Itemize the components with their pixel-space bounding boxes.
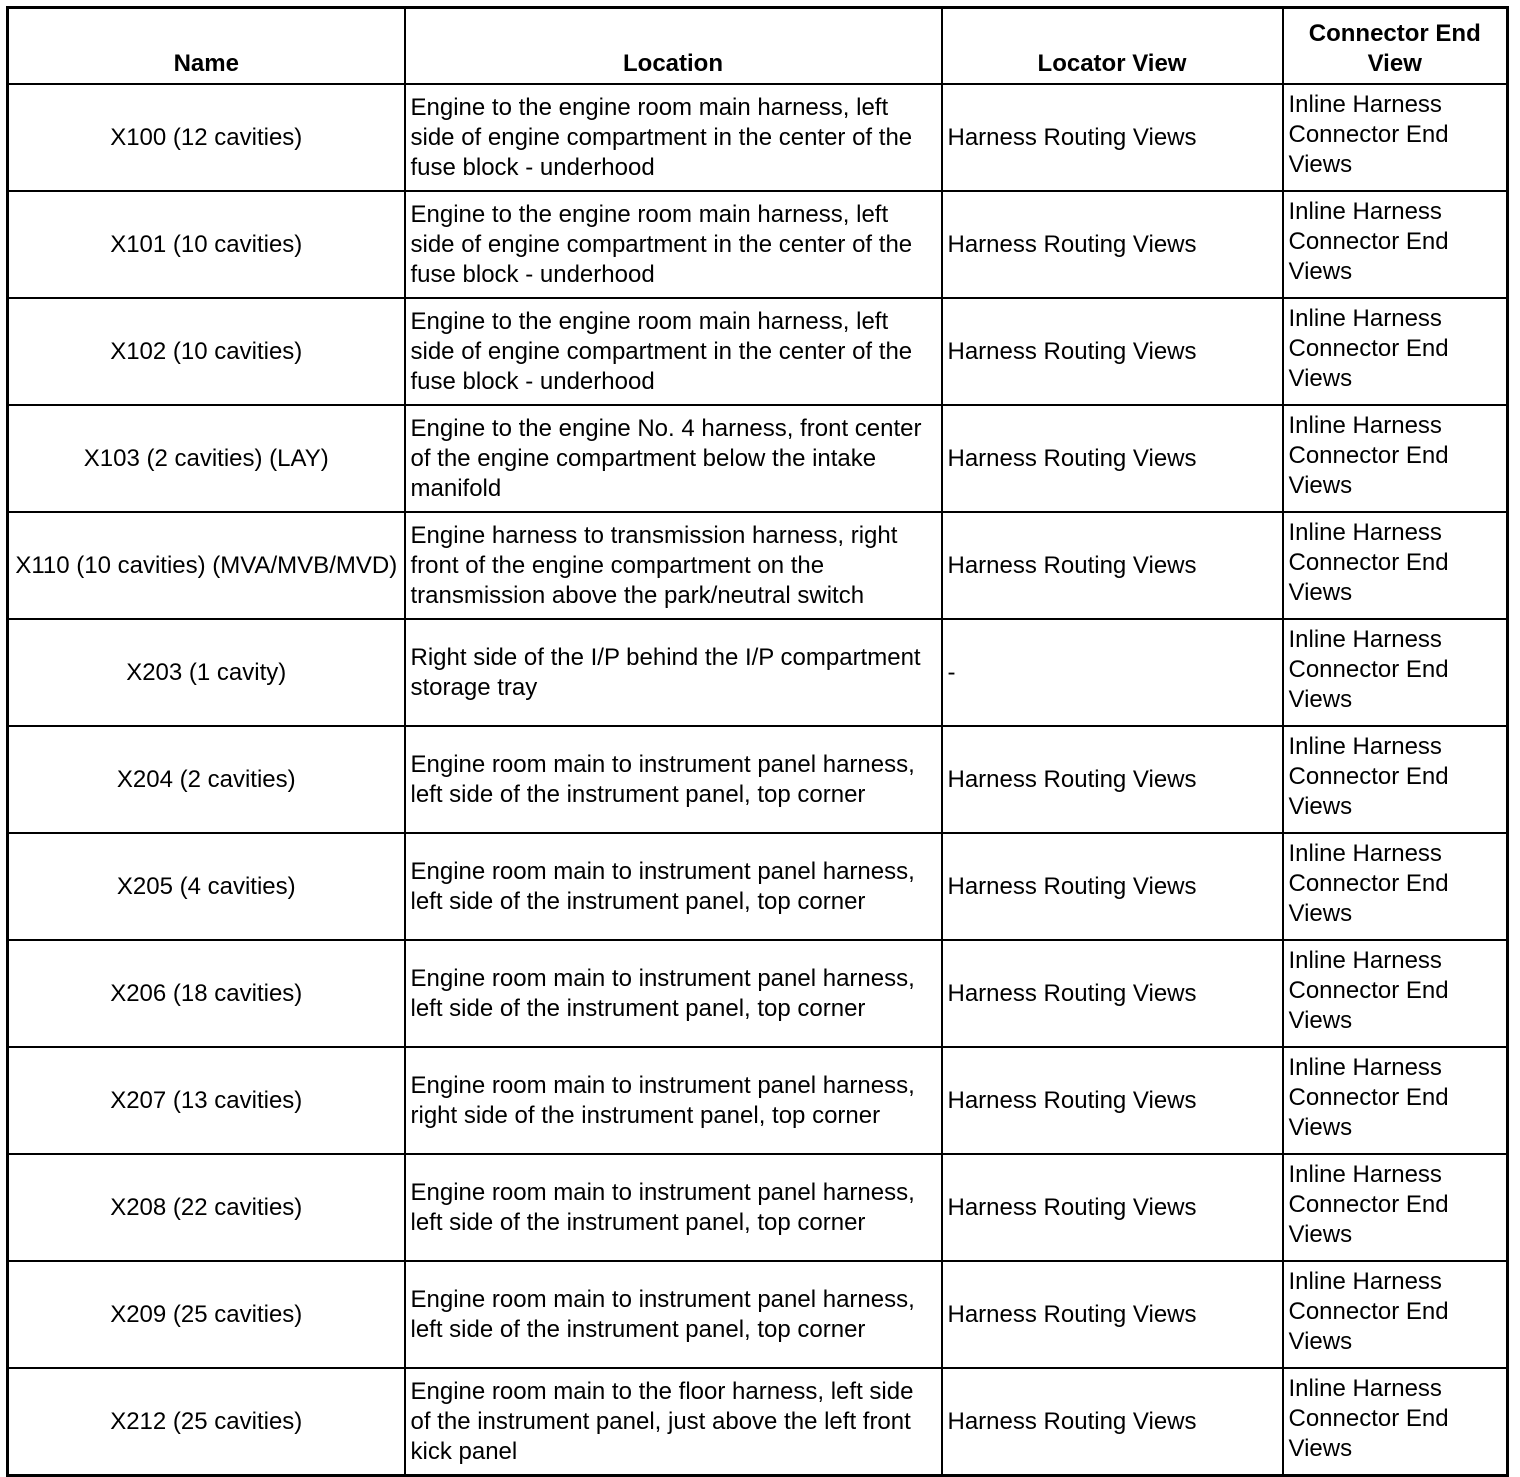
connector-name: X203 (1 cavity) bbox=[8, 619, 405, 726]
locator-view-link[interactable]: Harness Routing Views bbox=[942, 84, 1283, 191]
connector-name: X206 (18 cavities) bbox=[8, 940, 405, 1047]
locator-view-link[interactable]: Harness Routing Views bbox=[942, 1047, 1283, 1154]
connector-name: X102 (10 cavities) bbox=[8, 298, 405, 405]
table-row bbox=[8, 619, 1508, 726]
connector-name: X204 (2 cavities) bbox=[8, 726, 405, 833]
locator-view-link[interactable]: Harness Routing Views bbox=[942, 405, 1283, 512]
connector-end-view-link[interactable]: Inline Harness Connector End Views bbox=[1283, 191, 1508, 298]
connector-name: X208 (22 cavities) bbox=[8, 1154, 405, 1261]
connector-end-view-link[interactable]: Inline Harness Connector End Views bbox=[1283, 405, 1508, 512]
locator-view-value: - bbox=[942, 619, 1283, 726]
locator-view-link[interactable]: Harness Routing Views bbox=[942, 833, 1283, 940]
table-row bbox=[8, 940, 1508, 1047]
locator-view-link[interactable]: Harness Routing Views bbox=[942, 191, 1283, 298]
header-name: Name bbox=[8, 8, 405, 85]
table-row bbox=[8, 1047, 1508, 1154]
locator-view-link[interactable]: Harness Routing Views bbox=[942, 1368, 1283, 1476]
connector-location: Engine room main to instrument panel harness, left side of the instrument panel, top corner bbox=[405, 1261, 942, 1368]
table-row bbox=[8, 191, 1508, 298]
connector-location: Engine to the engine No. 4 harness, front center of the engine compartment below the intake manifold bbox=[405, 405, 942, 512]
connector-location: Engine room main to instrument panel harness, left side of the instrument panel, top corner bbox=[405, 1154, 942, 1261]
connector-location: Engine room main to the floor harness, left side of the instrument panel, just above the left front kick panel bbox=[405, 1368, 942, 1476]
table-row bbox=[8, 1261, 1508, 1368]
connector-name: X209 (25 cavities) bbox=[8, 1261, 405, 1368]
connector-end-view-link[interactable]: Inline Harness Connector End Views bbox=[1283, 1047, 1508, 1154]
connector-name: X212 (25 cavities) bbox=[8, 1368, 405, 1476]
connector-name: X100 (12 cavities) bbox=[8, 84, 405, 191]
connector-end-view-link[interactable]: Inline Harness Connector End Views bbox=[1283, 1154, 1508, 1261]
table-body bbox=[8, 84, 1508, 1476]
connector-location: Engine room main to instrument panel harness, left side of the instrument panel, top corner bbox=[405, 726, 942, 833]
table-row bbox=[8, 298, 1508, 405]
connector-table bbox=[6, 6, 1509, 1477]
connector-location: Engine to the engine room main harness, left side of engine compartment in the center of the fuse block - underhood bbox=[405, 298, 942, 405]
header-connector-end-view: Connector End View bbox=[1283, 8, 1508, 85]
table-row bbox=[8, 726, 1508, 833]
table-row bbox=[8, 405, 1508, 512]
table-row bbox=[8, 84, 1508, 191]
connector-location: Engine to the engine room main harness, left side of engine compartment in the center of the fuse block - underhood bbox=[405, 191, 942, 298]
connector-end-view-link[interactable]: Inline Harness Connector End Views bbox=[1283, 1368, 1508, 1476]
connector-name: X103 (2 cavities) (LAY) bbox=[8, 405, 405, 512]
connector-end-view-link[interactable]: Inline Harness Connector End Views bbox=[1283, 512, 1508, 619]
header-location: Location bbox=[405, 8, 942, 85]
connector-location: Engine room main to instrument panel harness, left side of the instrument panel, top corner bbox=[405, 833, 942, 940]
connector-end-view-link[interactable]: Inline Harness Connector End Views bbox=[1283, 619, 1508, 726]
header-locator-view: Locator View bbox=[942, 8, 1283, 85]
connector-end-view-link[interactable]: Inline Harness Connector End Views bbox=[1283, 1261, 1508, 1368]
connector-end-view-link[interactable]: Inline Harness Connector End Views bbox=[1283, 84, 1508, 191]
table-row bbox=[8, 512, 1508, 619]
locator-view-link[interactable]: Harness Routing Views bbox=[942, 726, 1283, 833]
connector-location: Engine room main to instrument panel harness, left side of the instrument panel, top corner bbox=[405, 940, 942, 1047]
locator-view-link[interactable]: Harness Routing Views bbox=[942, 298, 1283, 405]
connector-end-view-link[interactable]: Inline Harness Connector End Views bbox=[1283, 940, 1508, 1047]
connector-end-view-link[interactable]: Inline Harness Connector End Views bbox=[1283, 833, 1508, 940]
table-row bbox=[8, 833, 1508, 940]
connector-name: X207 (13 cavities) bbox=[8, 1047, 405, 1154]
connector-location: Right side of the I/P behind the I/P compartment storage tray bbox=[405, 619, 942, 726]
locator-view-link[interactable]: Harness Routing Views bbox=[942, 1261, 1283, 1368]
connector-name: X101 (10 cavities) bbox=[8, 191, 405, 298]
connector-end-view-link[interactable]: Inline Harness Connector End Views bbox=[1283, 298, 1508, 405]
locator-view-link[interactable]: Harness Routing Views bbox=[942, 940, 1283, 1047]
locator-view-link[interactable]: Harness Routing Views bbox=[942, 512, 1283, 619]
connector-location: Engine room main to instrument panel harness, right side of the instrument panel, top corner bbox=[405, 1047, 942, 1154]
table-row bbox=[8, 1154, 1508, 1261]
locator-view-link[interactable]: Harness Routing Views bbox=[942, 1154, 1283, 1261]
connector-location: Engine to the engine room main harness, left side of engine compartment in the center of the fuse block - underhood bbox=[405, 84, 942, 191]
header-row bbox=[8, 8, 1508, 85]
connector-name: X110 (10 cavities) (MVA/MVB/MVD) bbox=[8, 512, 405, 619]
connector-end-view-link[interactable]: Inline Harness Connector End Views bbox=[1283, 726, 1508, 833]
connector-name: X205 (4 cavities) bbox=[8, 833, 405, 940]
table-row bbox=[8, 1368, 1508, 1476]
connector-location: Engine harness to transmission harness, right front of the engine compartment on the transmission above the park/neutral switch bbox=[405, 512, 942, 619]
